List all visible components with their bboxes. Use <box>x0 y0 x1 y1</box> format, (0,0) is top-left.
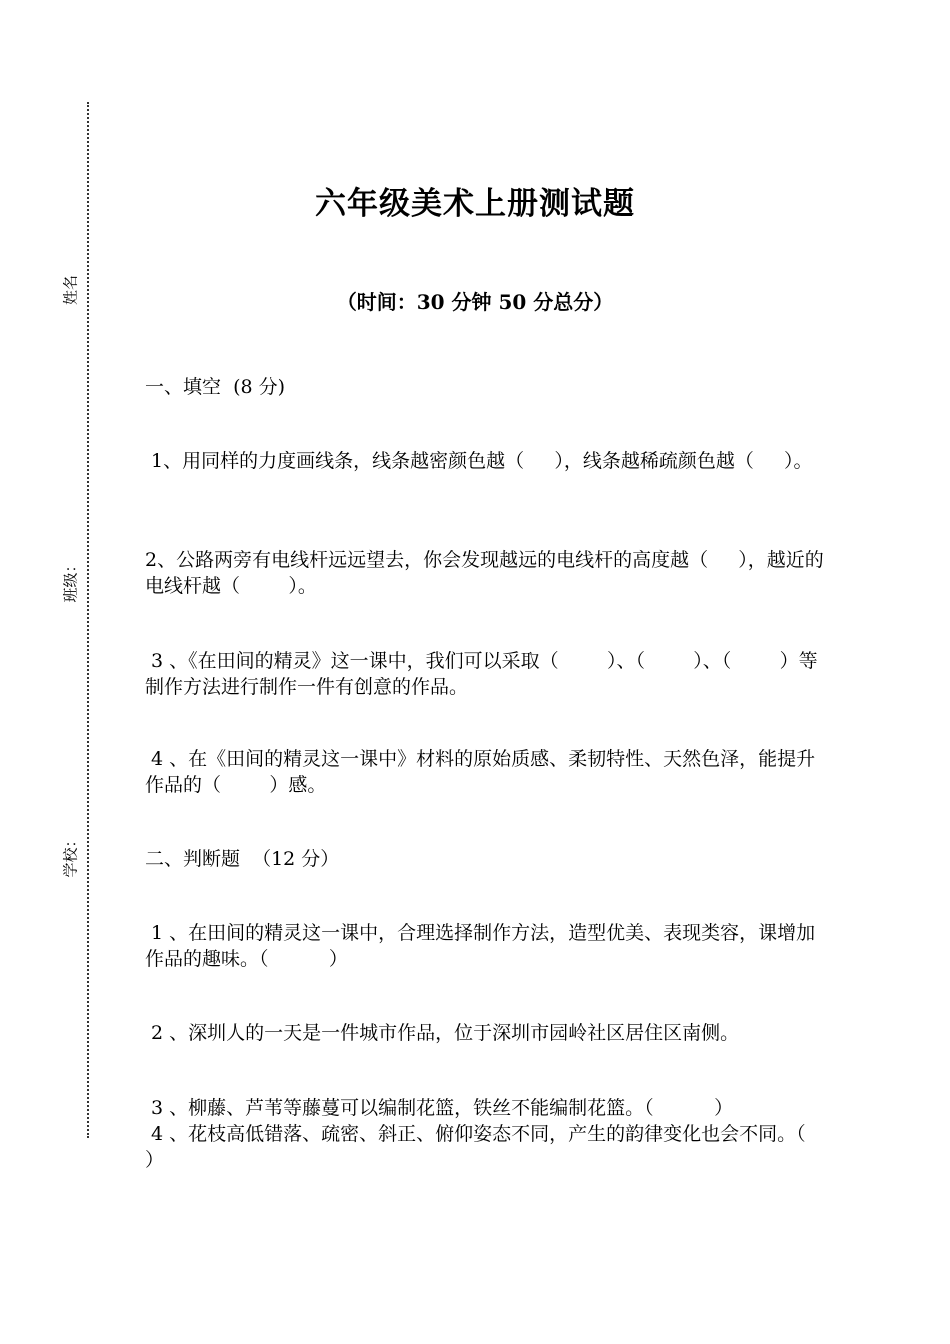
section2-question-3: 3 、柳藤、芦苇等藤蔓可以编制花篮，铁丝不能编制花篮。（ ） <box>145 1097 734 1119</box>
section1-question-2: 2、公路两旁有电线杆远远望去，你会发现越远的电线杆的高度越（ ），越近的电线杆越（ ）。 <box>145 549 824 597</box>
section2-question-2: 2 、深圳人的一天是一件城市作品，位于深圳市园岭社区居住区南侧。 <box>145 1022 740 1044</box>
section2-question-1: 1 、在田间的精灵这一课中，合理选择制作方法，造型优美、表现类容，课增加作品的趣味。（ ） <box>145 922 816 970</box>
page-subtitle: （时间：30 分钟 50 分总分） <box>336 290 614 314</box>
page-title: 六年级美术上册测试题 <box>315 186 635 222</box>
binding-dotted-line <box>87 102 89 1138</box>
section1-heading: 一、填空 (8 分) <box>145 376 286 398</box>
section2-question-4: 4 、花枝高低错落、疏密、斜正、俯仰姿态不同，产生的韵律变化也会不同。（ ） <box>145 1123 867 1171</box>
section2-heading: 二、判断题 （12 分） <box>145 848 340 870</box>
school-label: 学校： <box>61 832 80 878</box>
class-label: 班级： <box>61 557 80 603</box>
section1-question-3: 3 、《在田间的精灵》这一课中，我们可以采取（ ）、（ ）、（ ）等制作方法进行制作一件有创意的作品。 <box>145 650 818 698</box>
name-label: 姓名 <box>61 274 80 306</box>
section1-question-4: 4 、在《田间的精灵这一课中》材料的原始质感、柔韧特性、天然色泽，能提升作品的（ ）感。 <box>145 748 816 796</box>
section1-question-1: 1、用同样的力度画线条，线条越密颜色越（ ），线条越稀疏颜色越（ ）。 <box>145 450 813 472</box>
